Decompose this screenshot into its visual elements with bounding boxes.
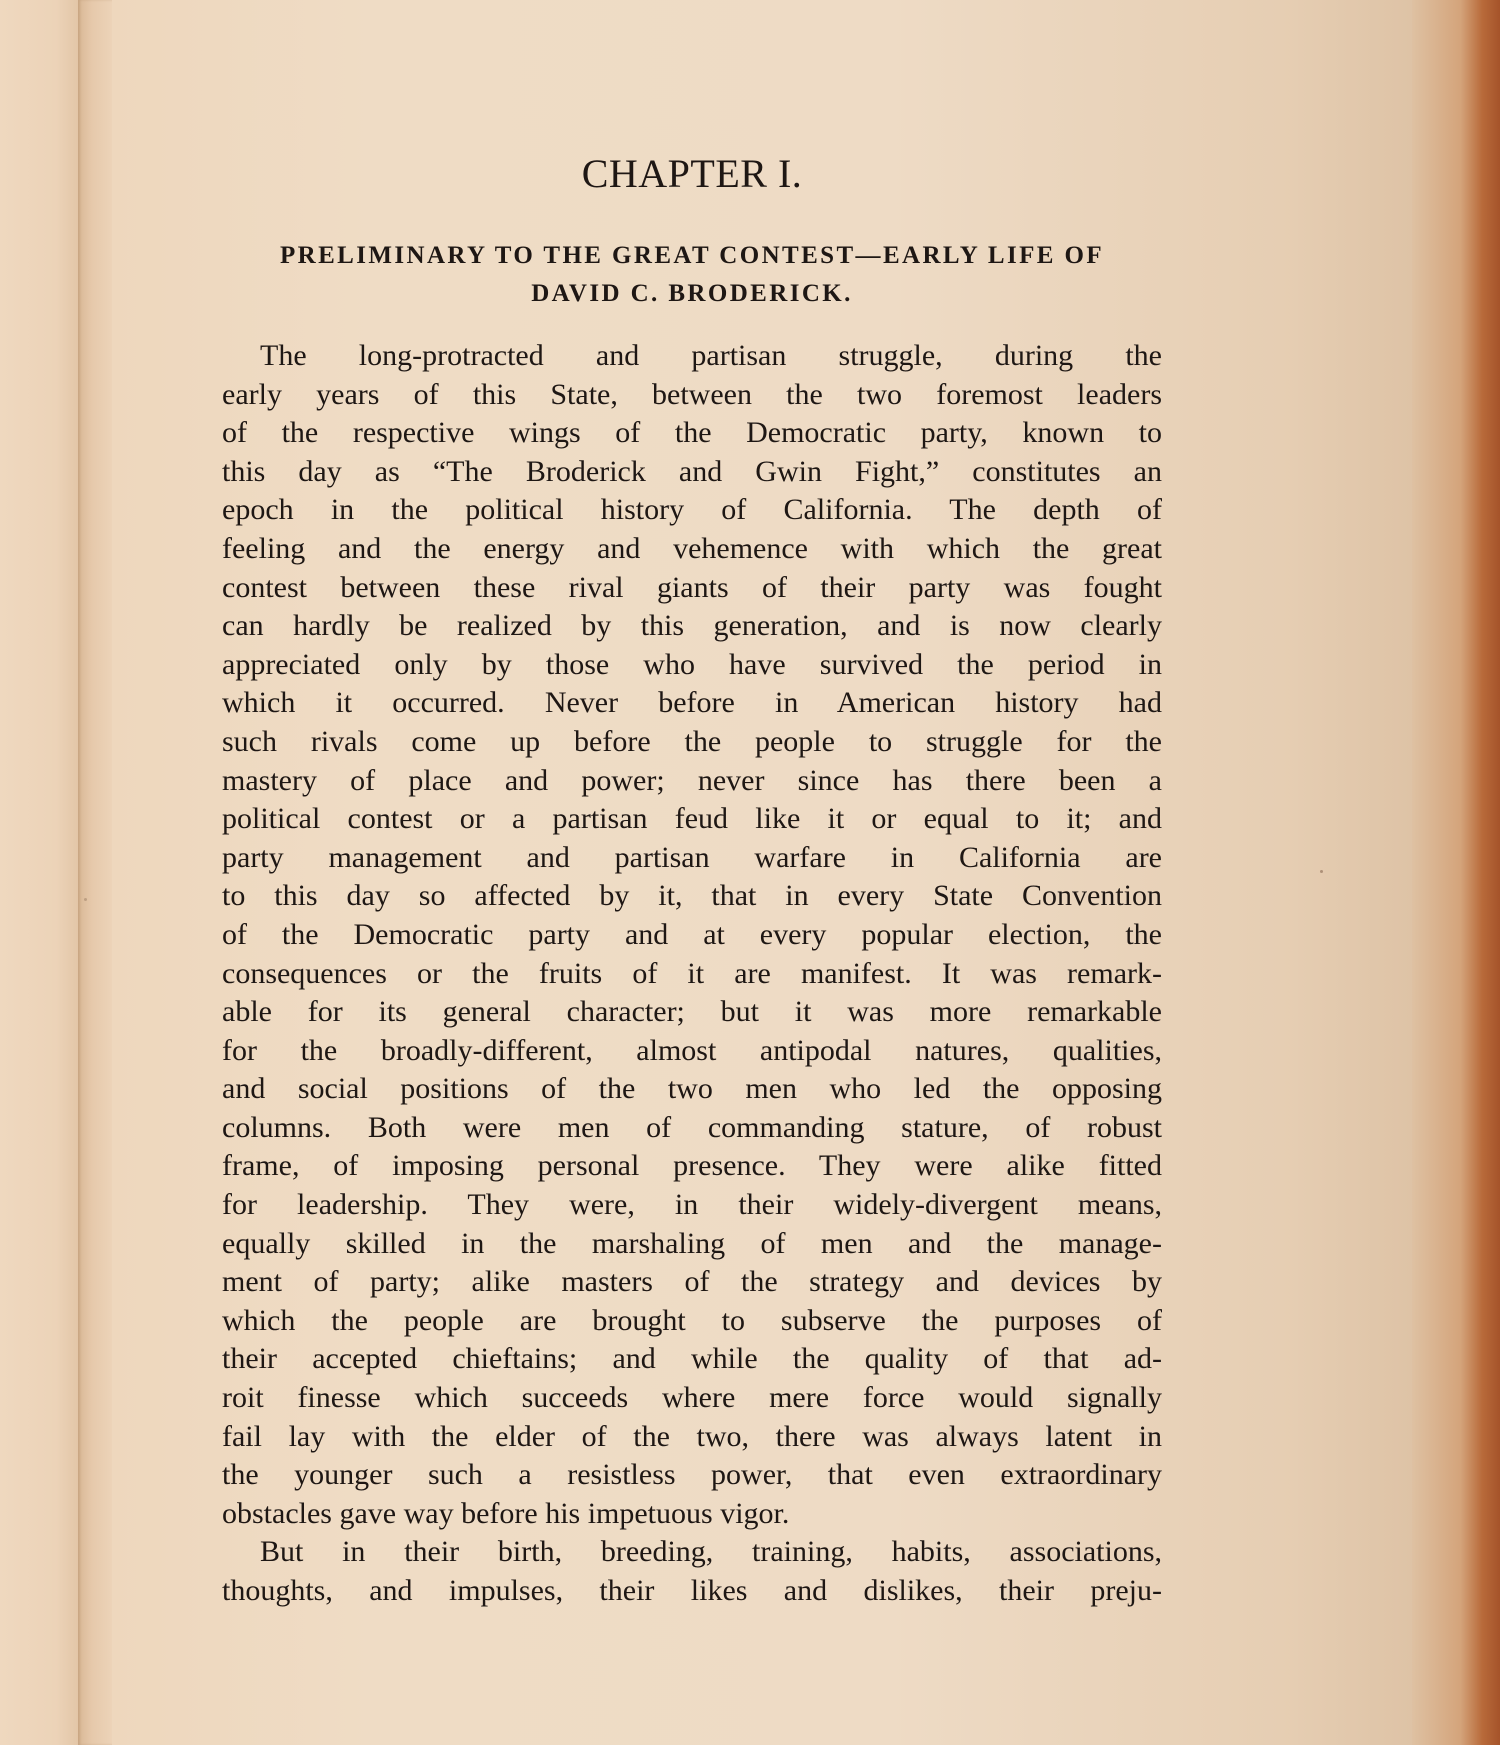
- text-line: ment of party; alike masters of the strategy and devices by: [222, 1265, 1162, 1299]
- text-line: contest between these rival giants of their party was fought: [222, 570, 1162, 604]
- text-line: equally skilled in the marshaling of men and the manage-: [222, 1226, 1162, 1260]
- text-line: of the Democratic party and at every popular election, the: [222, 917, 1162, 951]
- text-line: feeling and the energy and vehemence with which the great: [222, 531, 1162, 565]
- text-line: columns. Both were men of commanding stature, of robust: [222, 1110, 1162, 1144]
- text-line: The long-protracted and partisan struggle, during the: [260, 339, 1162, 372]
- text-line: their accepted chieftains; and while the quality of that ad-: [222, 1342, 1162, 1376]
- page-text-block: [222, 150, 1162, 1611]
- text-line: which the people are brought to subserve the purposes of: [222, 1303, 1162, 1337]
- text-line: for leadership. They were, in their widely-divergent means,: [222, 1188, 1162, 1222]
- text-line: obstacles gave way before his impetuous vigor.: [222, 1496, 790, 1530]
- paper-speck: [1320, 870, 1323, 873]
- text-line: the younger such a resistless power, that even extraordinary: [222, 1458, 1162, 1492]
- chapter-title: CHAPTER I.: [581, 151, 803, 196]
- text-line: of the respective wings of the Democratic party, known to: [222, 416, 1162, 450]
- text-line: such rivals come up before the people to struggle for the: [222, 724, 1162, 758]
- chapter-subtitle-line: DAVID C. BRODERICK.: [531, 280, 853, 307]
- chapter-subtitle: [222, 237, 1162, 313]
- paragraph-2: [222, 1533, 1162, 1610]
- text-line: frame, of imposing personal presence. They were alike fitted: [222, 1149, 1162, 1183]
- text-line: thoughts, and impulses, their likes and dislikes, their preju-: [222, 1574, 1162, 1607]
- text-line: fail lay with the elder of the two, there was always latent in: [222, 1419, 1162, 1453]
- text-line: can hardly be realized by this generation, and is now clearly: [222, 609, 1162, 643]
- text-line: appreciated only by those who have survived the period in: [222, 647, 1162, 681]
- facing-left-page-edge: [0, 0, 80, 1745]
- book-cover-edge: [1412, 0, 1500, 1745]
- text-line: political contest or a partisan feud like it or equal to it; and: [222, 802, 1162, 836]
- text-line: mastery of place and power; never since has there been a: [222, 763, 1162, 797]
- text-line: able for its general character; but it was more remarkable: [222, 995, 1162, 1029]
- text-line: roit finesse which succeeds where mere force would signally: [222, 1381, 1162, 1415]
- text-line: and social positions of the two men who led the opposing: [222, 1072, 1162, 1106]
- paragraph-1: [222, 337, 1162, 1533]
- paper-speck: [84, 898, 87, 901]
- text-line: But in their birth, breeding, training, habits, associations,: [260, 1535, 1162, 1569]
- text-line: for the broadly-different, almost antipodal natures, qualities,: [222, 1033, 1162, 1067]
- text-line: party management and partisan warfare in California are: [222, 840, 1162, 874]
- text-line: consequences or the fruits of it are manifest. It was remark-: [222, 956, 1162, 990]
- chapter-subtitle-line: PRELIMINARY TO THE GREAT CONTEST—EARLY LIFE OF: [279, 242, 1105, 269]
- text-line: early years of this State, between the two foremost leaders: [222, 377, 1162, 411]
- text-line: to this day so affected by it, that in every State Convention: [222, 879, 1162, 913]
- text-line: epoch in the political history of California. The depth of: [222, 493, 1162, 527]
- text-line: this day as “The Broderick and Gwin Fight,” constitutes an: [222, 454, 1162, 488]
- text-line: which it occurred. Never before in American history had: [222, 686, 1162, 720]
